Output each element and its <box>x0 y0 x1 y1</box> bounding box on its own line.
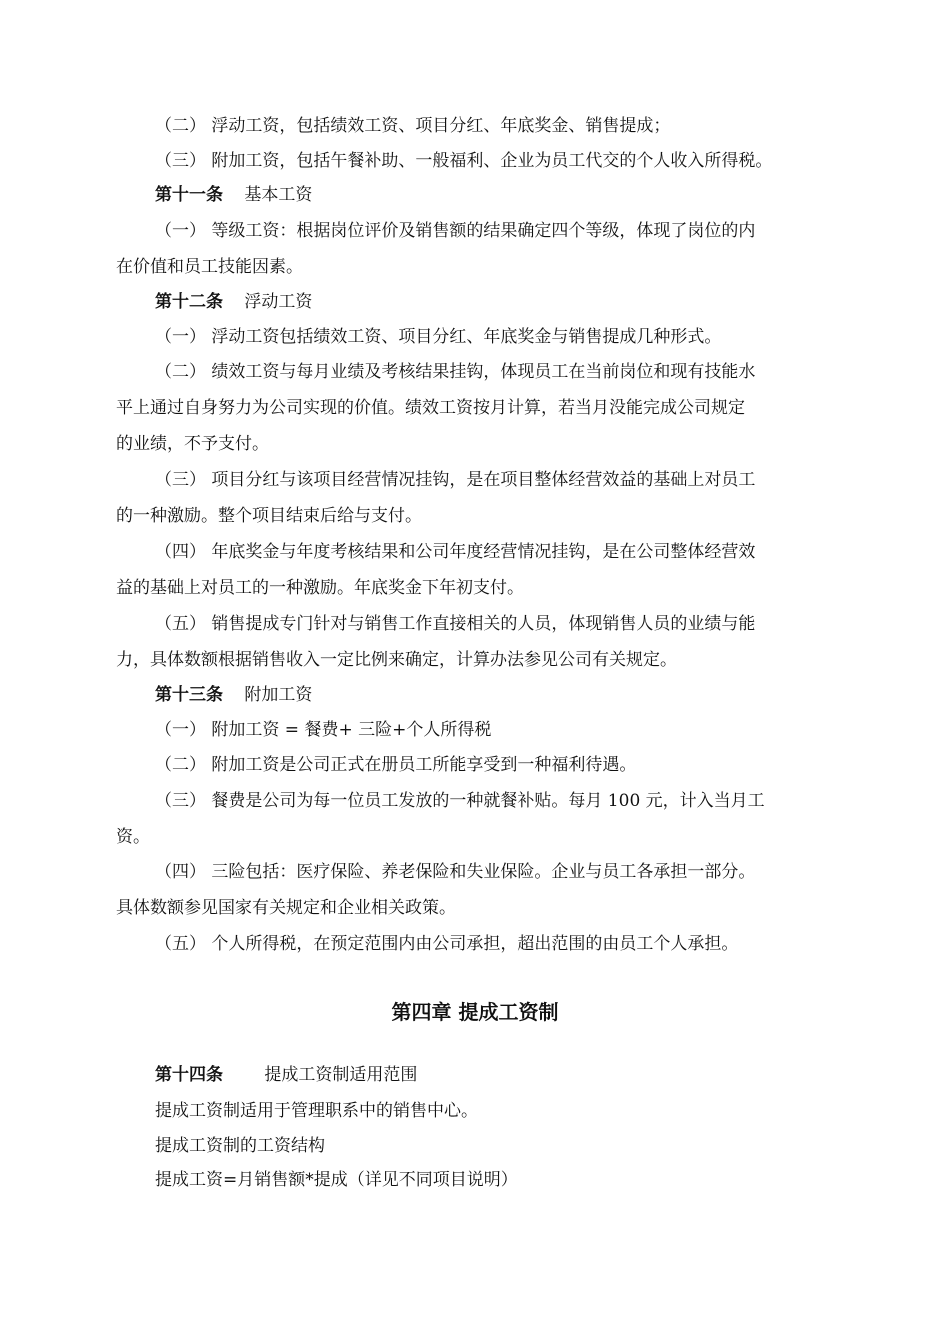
paragraph-line: （三） 附加工资，包括午餐补助、一般福利、企业为员工代交的个人收入所得税。 <box>155 151 773 171</box>
paragraph-line: 具体数额参见国家有关规定和企业相关政策。 <box>116 898 456 918</box>
paragraph-line: （二） 浮动工资，包括绩效工资、项目分红、年底奖金、销售提成； <box>155 116 671 136</box>
article-number: 第十四条 <box>155 1065 223 1085</box>
paragraph-line: （五） 销售提成专门针对与销售工作直接相关的人员，体现销售人员的业绩与能 <box>155 614 756 634</box>
paragraph-line: （二） 绩效工资与每月业绩及考核结果挂钩，体现员工在当前岗位和现有技能水 <box>155 362 756 382</box>
paragraph-line: 平上通过自身努力为公司实现的价值。绩效工资按月计算，若当月没能完成公司规定 <box>116 398 745 418</box>
paragraph-line: （五） 个人所得税，在预定范围内由公司承担，超出范围的由员工个人承担。 <box>155 934 739 954</box>
article-heading <box>155 683 312 707</box>
article-number: 第十二条 <box>155 292 223 312</box>
article-title: 附加工资 <box>244 685 313 705</box>
paragraph-line: 的业绩，不予支付。 <box>116 434 269 454</box>
paragraph-line: 资。 <box>116 827 150 847</box>
paragraph-line: 的一种激励。整个项目结束后给与支付。 <box>116 506 422 526</box>
paragraph-line: （三） 餐费是公司为每一位员工发放的一种就餐补贴。每月 100 元，计入当月工 <box>155 791 765 811</box>
chapter-title: 第四章 提成工资制 <box>391 1000 559 1024</box>
paragraph-line: 提成工资制适用于管理职系中的销售中心。 <box>155 1101 478 1121</box>
paragraph-line: （三） 项目分红与该项目经营情况挂钩，是在项目整体经营效益的基础上对员工 <box>155 470 756 490</box>
paragraph-line: （四） 三险包括：医疗保险、养老保险和失业保险。企业与员工各承担一部分。 <box>155 862 756 882</box>
article-number: 第十三条 <box>155 685 223 705</box>
paragraph-line: （四） 年底奖金与年度考核结果和公司年度经营情况挂钩，是在公司整体经营效 <box>155 542 756 562</box>
paragraph-line: 在价值和员工技能因素。 <box>116 257 303 277</box>
paragraph-line: 力，具体数额根据销售收入一定比例来确定，计算办法参见公司有关规定。 <box>116 650 677 670</box>
article-heading <box>155 183 312 207</box>
article-title: 浮动工资 <box>244 292 313 312</box>
paragraph-line: （一） 附加工资 = 餐费+ 三险+个人所得税 <box>155 720 492 740</box>
article-number: 第十一条 <box>155 185 223 205</box>
paragraph-line: （一） 等级工资：根据岗位评价及销售额的结果确定四个等级，体现了岗位的内 <box>155 221 756 241</box>
paragraph-line: 益的基础上对员工的一种激励。年底奖金下年初支付。 <box>116 578 524 598</box>
paragraph-line: 提成工资制的工资结构 <box>155 1136 325 1156</box>
article-title: 基本工资 <box>244 185 313 205</box>
article-heading <box>155 290 312 314</box>
paragraph-line: （二） 附加工资是公司正式在册员工所能享受到一种福利待遇。 <box>155 755 637 775</box>
paragraph-line: 提成工资=月销售额*提成（详见不同项目说明） <box>155 1170 518 1190</box>
article-heading <box>155 1063 417 1087</box>
paragraph-line: （一） 浮动工资包括绩效工资、项目分红、年底奖金与销售提成几种形式。 <box>155 327 722 347</box>
article-title: 提成工资制适用范围 <box>264 1065 418 1085</box>
